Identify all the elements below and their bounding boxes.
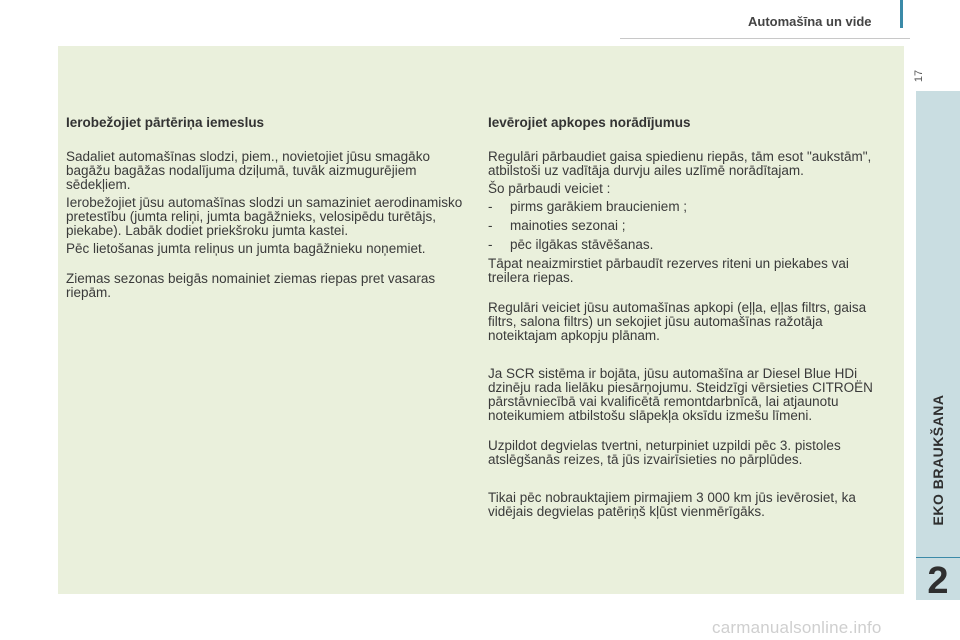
left-heading: Ierobežojiet pārtēriņa iemeslus (66, 115, 265, 130)
scr-paragraph: Ja SCR sistēma ir bojāta, jūsu automašīna ar Diesel Blue HDi dzinēju rada lielāku piesārņojumu. Steidzīgi vērsieties CITROËN pārstāvniecībā vai kvalificētā remontdarbnīcā, lai atjaunotu noteikumiem atbilstošu slāpekļa oksīdu izmešu līmeni. (488, 366, 873, 423)
list-item (488, 219, 888, 233)
mileage-paragraph: Tikai pēc nobrauktajiem pirmajiem 3 000 km jūs ievērosiet, ka vidējais degvielas patēriņš kļūst vienmērīgāks. (488, 490, 856, 519)
left-column (66, 116, 466, 304)
list-item (488, 238, 888, 252)
chapter-number: 2 (927, 560, 949, 602)
left-paragraph: Ierobežojiet jūsu automašīnas slodzi un samaziniet aerodinamisko pretestību (jumta reliņi, jumta bagāžnieks, velosipēdu turētājs, piekabe). Labāk dodiet priekšroku jumta kastei. (66, 195, 463, 238)
list-item (488, 200, 888, 214)
left-paragraph: Ziemas sezonas beigās nomainiet ziemas riepas pret vasaras riepām. (66, 271, 436, 300)
check-label: Šo pārbaudi veiciet : (488, 181, 611, 196)
list-item-text: mainoties sezonai ; (510, 218, 626, 233)
bullet-dash: - (488, 237, 493, 252)
left-paragraph: Pēc lietošanas jumta reliņus un jumta bagāžnieku noņemiet. (66, 241, 426, 256)
list-item-text: pēc ilgākas stāvēšanas. (510, 237, 654, 252)
service-paragraph: Regulāri veiciet jūsu automašīnas apkopi (eļļa, eļļas filtrs, gaisa filtrs, salona filtrs) un sekojiet jūsu automašīnas ražotāja noteiktajam apkopju plānam. (488, 300, 867, 343)
tire-pressure-paragraph: Regulāri pārbaudiet gaisa spiedienu riepās, tām esot "aukstām", atbilstoši uz vadītāja durvju ailes uzlīmē norādītajam. (488, 149, 872, 178)
left-paragraph: Sadaliet automašīnas slodzi, piem., novietojiet jūsu smagāko bagāžu bagāžas nodalījuma dziļumā, tuvāk aizmugurējiem sēdekļiem. (66, 149, 430, 192)
watermark: carmanualsonline.info (712, 618, 882, 637)
right-heading: Ievērojiet apkopes norādījumus (488, 115, 691, 130)
page-number: 17 (913, 69, 926, 83)
list-item-text: pirms garākiem braucieniem ; (510, 199, 688, 214)
bullet-dash: - (488, 218, 493, 233)
page-header-title: Automašīna un vide (748, 14, 872, 29)
right-column (488, 116, 888, 523)
chapter-section-label (916, 380, 960, 540)
header-divider (620, 38, 910, 39)
fuel-paragraph: Uzpildot degvielas tvertni, neturpiniet uzpildi pēc 3. pistoles atslēgšanās reizes, tā jūs izvairīsieties no pārplūdes. (488, 438, 841, 467)
bullet-dash: - (488, 199, 493, 214)
chapter-divider (916, 557, 960, 558)
spare-tire-paragraph: Tāpat neaizmirstiet pārbaudīt rezerves riteni un piekabes vai treilera riepas. (488, 256, 849, 285)
header-accent-bar (900, 0, 903, 28)
chapter-section-text: EKO BRAUKŠANA (930, 394, 946, 526)
